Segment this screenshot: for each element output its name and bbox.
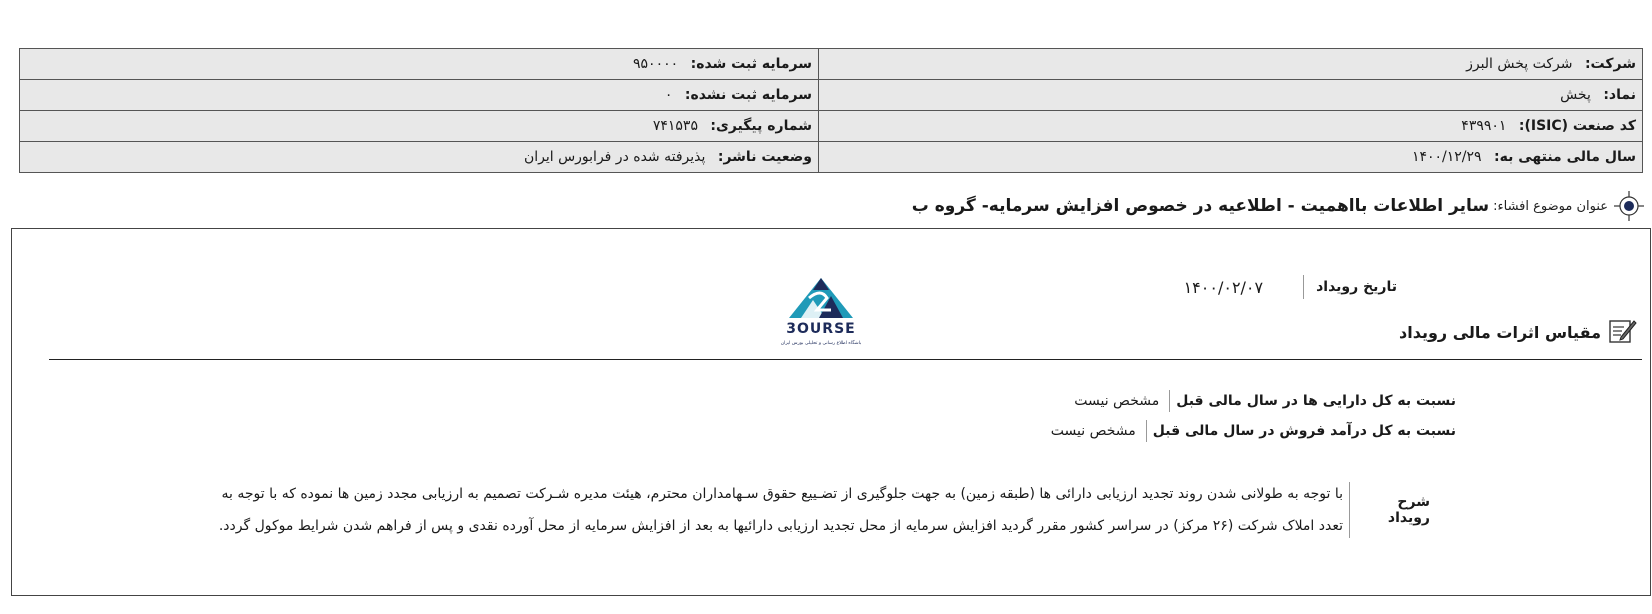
- column-divider: [1303, 275, 1304, 299]
- column-divider: [1169, 390, 1170, 412]
- info-row-1: [20, 49, 1643, 80]
- target-icon: [1614, 191, 1644, 221]
- info-row-4: [20, 142, 1643, 173]
- unregistered-capital-value: ۰: [664, 87, 673, 103]
- company-label: شرکت:: [1584, 56, 1636, 72]
- isic-value: ۴۳۹۹۰۱: [1461, 118, 1507, 134]
- revenue-ratio-row: [1051, 420, 1456, 442]
- company-value: شرکت پخش البرز: [1466, 56, 1573, 72]
- fiscal-year-value: ۱۴۰۰/۱۲/۲۹: [1411, 149, 1482, 165]
- publisher-status-cell: [20, 142, 819, 173]
- event-date-value: ۱۴۰۰/۰۲/۰۷: [1183, 277, 1264, 297]
- event-description-row: [203, 478, 1430, 542]
- company-cell: [819, 49, 1643, 80]
- edit-document-icon: [1607, 315, 1637, 349]
- isic-cell: [819, 111, 1643, 142]
- event-description-label: شرح رویداد: [1387, 494, 1430, 526]
- publisher-status-value: پذیرفته شده در فرابورس ایران: [523, 149, 706, 165]
- assets-ratio-row: [1074, 390, 1456, 412]
- unregistered-capital-cell: [20, 80, 819, 111]
- subject-title: سایر اطلاعات بااهمیت - اطلاعیه در خصوص افزایش سرمایه- گروه ب: [911, 196, 1490, 216]
- company-info-table: [19, 48, 1643, 173]
- bourse-logo: [773, 270, 869, 348]
- tracking-label: شماره پیگیری:: [710, 118, 812, 134]
- event-description-text: با توجه به طولانی شدن روند تجدید ارزیابی دارائی ها (طبقه زمین) به جهت جلوگیری از تضـییع حقوق سـهامداران محترم، هیئت مدیره شـرکت تصمیم به ارزیابی مجدد زمین ها نموده که با توجه به تعدد املاک شرکت (۲۶ مرکز) در سراسر کشور مقرر گردید افزایش سرمایه از محل تجدید ارزیابی دارائیها به بعد از افزایش سرمایه از محل آورده نقدی و پس از فراهم شدن شرایط موکول گردد.: [218, 486, 1343, 534]
- disclosure-subject: [912, 190, 1644, 222]
- column-divider: [1349, 482, 1350, 538]
- registered-capital-cell: [20, 49, 819, 80]
- symbol-label: نماد:: [1603, 87, 1636, 103]
- event-date-row: [1184, 275, 1397, 299]
- tracking-cell: [20, 111, 819, 142]
- logo-caption-text: باشگاه اطلاع رسانی و تحلیلی بورس ایران: [780, 341, 862, 346]
- subject-prefix: عنوان موضوع افشاء:: [1493, 198, 1608, 214]
- publisher-status-label: وضعیت ناشر:: [717, 149, 812, 165]
- symbol-cell: [819, 80, 1643, 111]
- fiscal-year-cell: [819, 142, 1643, 173]
- info-row-2: [20, 80, 1643, 111]
- revenue-ratio-label: نسبت به کل درآمد فروش در سال مالی قبل: [1152, 423, 1456, 439]
- financial-effects-heading: [1399, 315, 1637, 349]
- revenue-ratio-value: مشخص نیست: [1050, 423, 1136, 439]
- isic-label: کد صنعت (ISIC):: [1518, 118, 1636, 134]
- assets-ratio-label: نسبت به کل دارایی ها در سال مالی قبل: [1176, 393, 1456, 409]
- symbol-value: پخش: [1560, 87, 1591, 103]
- tracking-value: ۷۴۱۵۳۵: [652, 118, 698, 134]
- section-divider: [49, 359, 1642, 360]
- logo-brand-text: 3OURSE: [786, 321, 856, 337]
- registered-capital-label: سرمایه ثبت شده:: [690, 56, 812, 72]
- column-divider: [1146, 420, 1147, 442]
- fiscal-year-label: سال مالی منتهی به:: [1494, 149, 1636, 165]
- unregistered-capital-label: سرمایه ثبت نشده:: [684, 87, 812, 103]
- financial-effects-title: مقیاس اثرات مالی رویداد: [1399, 322, 1601, 342]
- assets-ratio-value: مشخص نیست: [1074, 393, 1160, 409]
- info-row-3: [20, 111, 1643, 142]
- registered-capital-value: ۹۵۰۰۰۰: [633, 56, 679, 72]
- event-date-label: تاریخ رویداد: [1316, 279, 1397, 295]
